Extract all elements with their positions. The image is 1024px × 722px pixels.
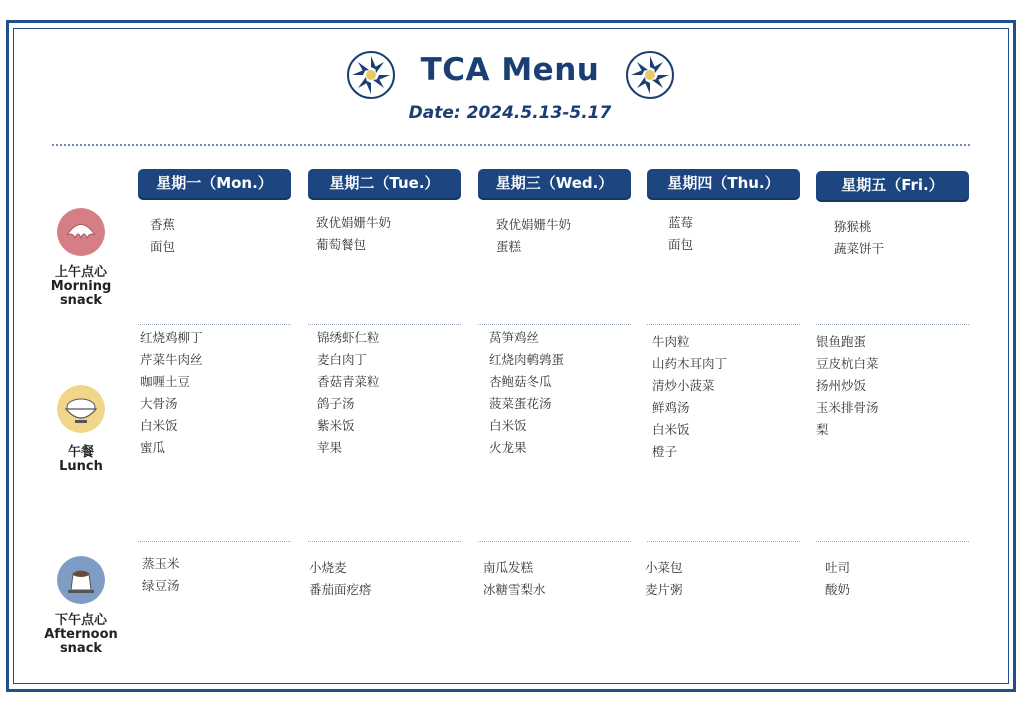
day-header-mon: 星期一（Mon.） bbox=[138, 169, 291, 198]
row-divider bbox=[308, 541, 461, 542]
row-divider bbox=[647, 541, 800, 542]
croissant-icon bbox=[57, 208, 105, 256]
menu-cell-afternoon-fri: 吐司 酸奶 bbox=[825, 560, 851, 597]
day-header-wed: 星期三（Wed.） bbox=[478, 169, 631, 198]
morning-snack-label: 上午点心 Morning snack bbox=[50, 265, 112, 308]
menu-cell-lunch-thu: 牛肉粒 山药木耳肉丁 清炒小菠菜 鲜鸡汤 白米饭 橙子 bbox=[652, 334, 728, 459]
cake-icon bbox=[57, 556, 105, 604]
row-divider bbox=[816, 541, 969, 542]
rice-bowl-icon bbox=[57, 385, 105, 433]
menu-cell-lunch-fri: 银鱼跑蛋 豆皮杭白菜 扬州炒饭 玉米排骨汤 梨 bbox=[816, 334, 879, 437]
menu-title: TCA Menu bbox=[420, 52, 600, 88]
day-header-thu: 星期四（Thu.） bbox=[647, 169, 800, 198]
menu-cell-lunch-wed: 莴笋鸡丝 红烧肉鹌鹑蛋 杏鲍菇冬瓜 菠菜蛋花汤 白米饭 火龙果 bbox=[489, 330, 565, 455]
afternoon-snack-label: 下午点心 Afternoon snack bbox=[44, 613, 118, 656]
menu-cell-afternoon-thu: 小菜包 麦片粥 bbox=[645, 560, 683, 597]
day-header-tue: 星期二（Tue.） bbox=[308, 169, 461, 198]
menu-cell-morning-wed: 致优娟姗牛奶 蛋糕 bbox=[496, 217, 572, 254]
row-divider bbox=[138, 324, 291, 325]
menu-cell-morning-mon: 香蕉 面包 bbox=[150, 217, 176, 254]
row-divider bbox=[478, 541, 631, 542]
row-divider bbox=[138, 541, 291, 542]
lunch-label: 午餐 Lunch bbox=[59, 445, 103, 474]
row-divider bbox=[647, 324, 800, 325]
menu-cell-morning-thu: 蓝莓 面包 bbox=[668, 215, 694, 252]
menu-cell-lunch-mon: 红烧鸡柳丁 芹菜牛肉丝 咖喱土豆 大骨汤 白米饭 蜜瓜 bbox=[140, 330, 203, 455]
day-header-fri: 星期五（Fri.） bbox=[816, 171, 969, 200]
menu-cell-afternoon-wed: 南瓜发糕 冰糖雪梨水 bbox=[483, 560, 546, 597]
row-divider bbox=[308, 324, 461, 325]
header-divider bbox=[52, 144, 970, 146]
menu-cell-afternoon-mon: 蒸玉米 绿豆汤 bbox=[142, 556, 180, 593]
menu-cell-morning-fri: 猕猴桃 蔬菜饼干 bbox=[834, 219, 885, 256]
menu-cell-lunch-tue: 锦绣虾仁粒 麦白肉丁 香菇青菜粒 鸽子汤 紫米饭 苹果 bbox=[317, 330, 380, 455]
row-divider bbox=[478, 324, 631, 325]
menu-cell-afternoon-tue: 小烧麦 番茄面疙瘩 bbox=[309, 560, 372, 597]
menu-date: Date: 2024.5.13-5.17 bbox=[408, 103, 612, 123]
menu-cell-morning-tue: 致优娟姗牛奶 葡萄餐包 bbox=[316, 215, 392, 252]
row-divider bbox=[816, 324, 969, 325]
